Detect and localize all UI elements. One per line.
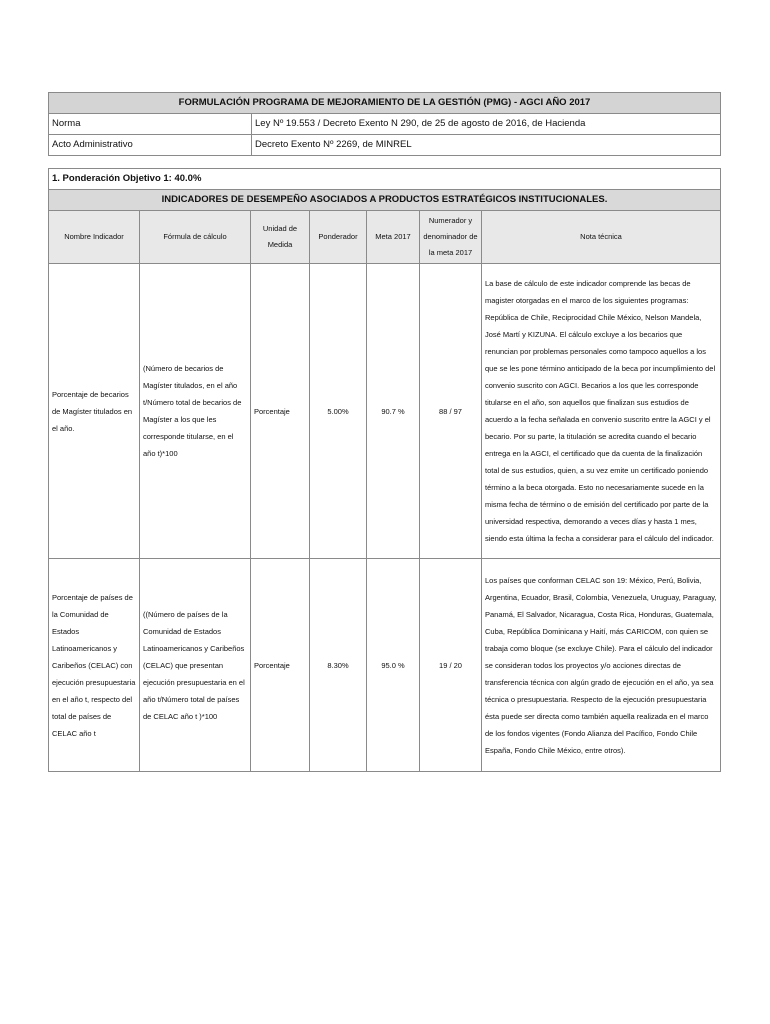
indicator-goal: 95.0 % xyxy=(367,559,420,772)
indicator-weight: 5.00% xyxy=(310,264,367,559)
indicator-unit: Porcentaje xyxy=(251,559,310,772)
indicators-table xyxy=(48,168,721,772)
column-header-row xyxy=(49,211,721,264)
col-header-meta: Meta 2017 xyxy=(367,211,420,264)
indicator-unit: Porcentaje xyxy=(251,264,310,559)
indicator-formula: (Número de becarios de Magíster titulados, en el año t/Número total de becarios de Magíster a los que les corresponde titularse, en el año t)*100 xyxy=(140,264,251,559)
col-header-unidad: Unidad de Medida xyxy=(251,211,310,264)
table-row xyxy=(49,264,721,559)
indicator-weight: 8.30% xyxy=(310,559,367,772)
col-header-numden: Numerador y denominador de la meta 2017 xyxy=(420,211,482,264)
indicator-goal: 90.7 % xyxy=(367,264,420,559)
col-header-nota: Nota técnica xyxy=(482,211,721,264)
section-gap xyxy=(48,156,720,168)
indicator-name: Porcentaje de países de la Comunidad de Estados Latinoamericanos y Caribeños (CELAC) con ejecución presupuestaria en el año t, respecto del total de países de CELAC año t xyxy=(49,559,140,772)
indicator-note: Los países que conforman CELAC son 19: México, Perú, Bolivia, Argentina, Ecuador, Brasil, Colombia, Venezuela, Uruguay, Paraguay, Panamá, El Salvador, Nicaragua, Costa Rica, Honduras, Guatemala, Cuba, República Dominicana y Haití, más CARICOM, con quien se trabaja como bloque (se excluye Chile). Para el cálculo del indicador se consideran todos los proyectos y/o acciones directas de transferencia técnica con algún grado de ejecución en el año, ya sea técnica o presupuestaria. Respecto de la ejecución presupuestaria ésta puede ser directa como también aquella realizada en el marco de los fondos vigentes (Fondo Alianza del Pacífico, Fondo Chile España, Fondo Chile México, entre otros). xyxy=(482,559,721,772)
program-title: FORMULACIÓN PROGRAMA DE MEJORAMIENTO DE LA GESTIÓN (PMG) - AGCI AÑO 2017 xyxy=(49,93,721,114)
col-header-nombre: Nombre Indicador xyxy=(49,211,140,264)
indicator-name: Porcentaje de becarios de Magíster titulados en el año. xyxy=(49,264,140,559)
col-header-ponderador: Ponderador xyxy=(310,211,367,264)
table-row xyxy=(49,559,721,772)
objective-title: 1. Ponderación Objetivo 1: 40.0% xyxy=(49,169,721,190)
program-header-table xyxy=(48,92,721,156)
indicators-subtitle: INDICADORES DE DESEMPEÑO ASOCIADOS A PRODUCTOS ESTRATÉGICOS INSTITUCIONALES. xyxy=(49,190,721,211)
indicator-numden: 88 / 97 xyxy=(420,264,482,559)
acto-value: Decreto Exento Nº 2269, de MINREL xyxy=(252,135,721,156)
indicator-note: La base de cálculo de este indicador comprende las becas de magister otorgadas en el marco de los siguientes programas: República de Chile, Reciprocidad Chile México, Nelson Mandela, José Martí y KIZUNA. El cálculo excluye a los becarios que renuncian por problemas personales como tampoco aquellos a los que se les pone término anticipado de la beca por incumplimiento del convenio suscrito con AGCI. Becarios a los que les corresponde titularse en el año, son aquellos que finalizan sus estudios de acuerdo a la fecha señalada en convenio suscrito entre la AGCI y el becario. Por su parte, la titulación se acredita cuando el becario entrega en la AGCI, el certificado que da cuenta de la finalización total de sus estudios, quien, a su vez emite un certificado poniendo término a la beca otorgada. Esto no necesariamente sucede en la misma fecha de término o de emisión del certificado por parte de la universidad respectiva, demorando a veces días y hasta 1 mes, siendo esta última la fecha a considerar para el cálculo del indicador. xyxy=(482,264,721,559)
indicator-numden: 19 / 20 xyxy=(420,559,482,772)
col-header-formula: Fórmula de cálculo xyxy=(140,211,251,264)
pmg-sheet xyxy=(48,92,720,772)
norma-value: Ley Nº 19.553 / Decreto Exento N 290, de 25 de agosto de 2016, de Hacienda xyxy=(252,114,721,135)
norma-label: Norma xyxy=(49,114,252,135)
acto-label: Acto Administrativo xyxy=(49,135,252,156)
indicator-formula: ((Número de países de la Comunidad de Estados Latinoamericanos y Caribeños (CELAC) que presentan ejecución presupuestaria en el año t/Número total de países de CELAC año t )*100 xyxy=(140,559,251,772)
